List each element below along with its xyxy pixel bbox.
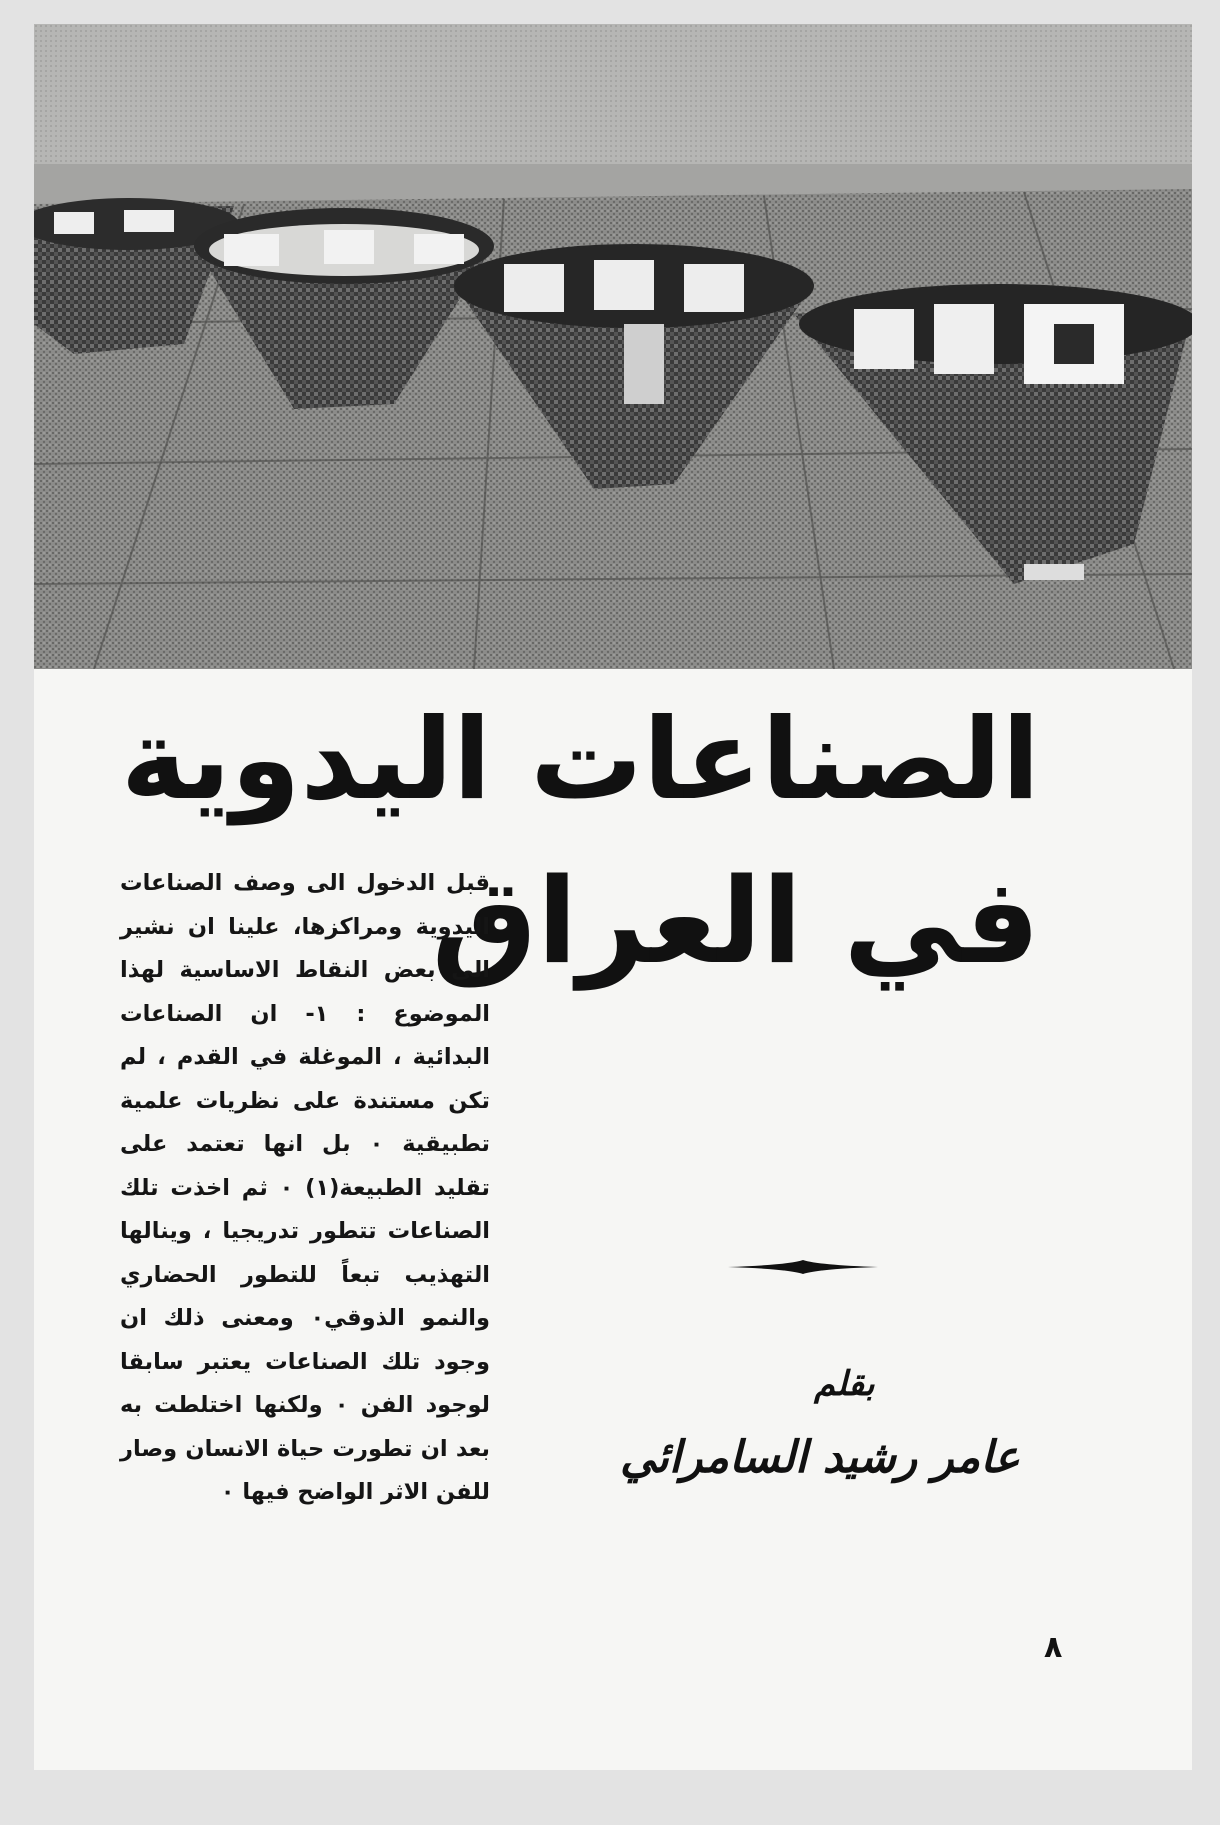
ornament-divider — [728, 1260, 878, 1274]
byline-author: عامر رشيد السامرائي — [620, 1432, 1020, 1483]
article-body-text: قبل الدخول الى وصف الصناعات اليدوية ومراكزها، علينا ان نشير الى بعض النقاط الاساسية لهذا الموضوع : ١- ان الصناعات البدائية ، الموغلة في القدم ، لم تكن مستندة على نظريات علمية تطبيقية ٠ بل انها تعتمد على تقليد الطبيعة(١) ٠ ثم اخذت تلك الصناعات تتطور تدريجيا ، وينالها التهذيب تبعاً للتطور الحضاري والنمو الذوقي٠ ومعنى ذلك ان وجود تلك الصناعات يعتبر سابقا لوجود الفن ٠ ولكنها اختلطت به بعد ان تطورت حياة الانسان وصار للفن الاثر الواضح فيها ٠ — [120, 870, 491, 1505]
article-body-column — [120, 862, 490, 1515]
article-title-line-1: الصناعات اليدوية — [120, 695, 1040, 825]
page-number: ٨ — [1044, 1630, 1063, 1665]
magazine-page — [34, 24, 1192, 1770]
byline-label: بقلم — [814, 1364, 875, 1404]
article-title-line-2: في العراق — [431, 852, 1040, 990]
woven-baskets-photo — [34, 24, 1192, 669]
baskets-illustration — [34, 24, 1192, 669]
